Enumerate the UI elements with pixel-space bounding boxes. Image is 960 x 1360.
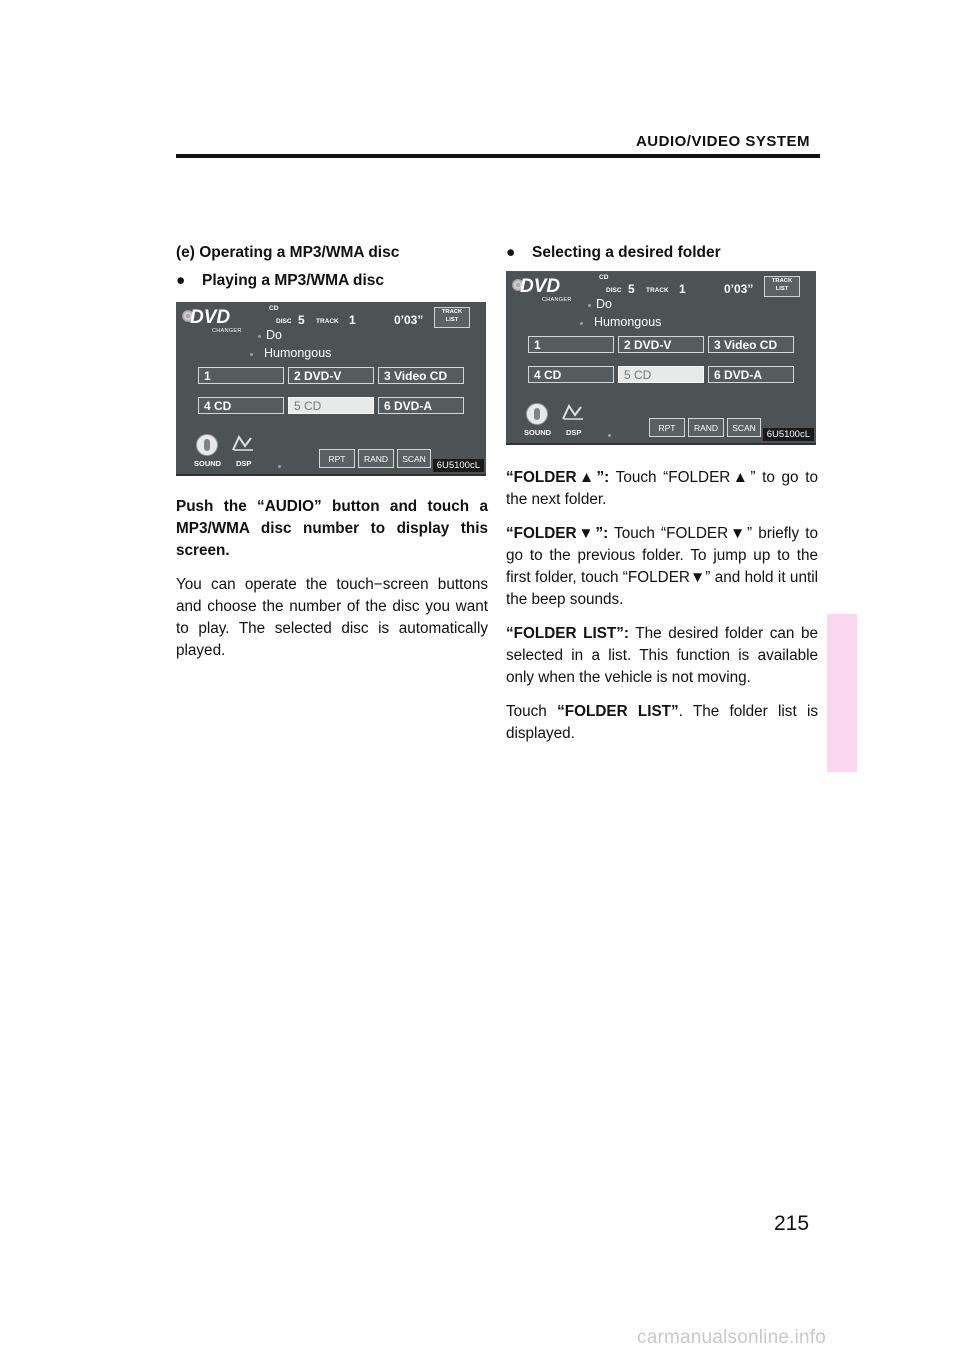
track-number: 1	[349, 313, 356, 327]
artist-line-1: Do	[596, 297, 612, 311]
disc-button-2[interactable]: 2 DVD-V	[618, 336, 704, 353]
dvd-logo: DVD	[190, 307, 231, 328]
track-number: 1	[679, 282, 686, 296]
artist-line-1: Do	[266, 328, 282, 342]
disc-button-3[interactable]: 3 Video CD	[708, 336, 794, 353]
artist-line-2: Humongous	[594, 315, 662, 329]
rpt-button[interactable]: RPT	[649, 418, 685, 437]
track-list-button[interactable]: TRACK LIST	[764, 276, 800, 297]
disc-button-6[interactable]: 6 DVD-A	[378, 397, 464, 414]
sound-label: SOUND	[194, 459, 222, 468]
dvd-logo: DVD	[520, 276, 561, 297]
dot	[580, 322, 583, 325]
dsp-label: DSP	[236, 459, 252, 468]
section-title: (e) Operating a MP3/WMA disc	[176, 244, 400, 261]
screen-illustration	[506, 271, 816, 445]
page-number: 215	[774, 1212, 810, 1235]
bullet-heading	[506, 244, 818, 262]
cd-tag: CD	[269, 305, 279, 312]
section-thumb-tab	[827, 614, 857, 772]
folder-list-term: “FOLDER LIST”:	[506, 625, 629, 642]
disc-button-3[interactable]: 3 Video CD	[378, 367, 464, 384]
folder-up-text: Touch “FOLDER▲” to go to the next folder.	[506, 469, 818, 508]
body-text: You can operate the touch−screen buttons and choose the number of the disc you want to play. The selected disc is automatically played.	[176, 576, 488, 659]
folder-up-description	[506, 467, 818, 511]
dsp-icon[interactable]	[231, 434, 255, 452]
rand-button[interactable]: RAND	[358, 449, 394, 468]
dsp-icon[interactable]	[561, 403, 585, 421]
rand-button[interactable]: RAND	[688, 418, 724, 437]
disc-number: 5	[628, 282, 635, 296]
bullet-heading	[176, 272, 488, 290]
disc-button-4[interactable]: 4 CD	[528, 366, 614, 383]
folder-up-term: “FOLDER▲”:	[506, 469, 610, 486]
disc-label: DISC	[276, 318, 292, 325]
touch-term: “FOLDER LIST”	[557, 703, 679, 720]
folder-down-description	[506, 523, 818, 611]
disc-button-4[interactable]: 4 CD	[198, 397, 284, 414]
cd-tag: CD	[599, 274, 609, 281]
dsp-label: DSP	[566, 428, 582, 437]
header-rule	[176, 154, 820, 158]
disc-button-6[interactable]: 6 DVD-A	[708, 366, 794, 383]
dot	[278, 465, 281, 468]
changer-label: CHANGER	[542, 297, 572, 303]
artist-line-2: Humongous	[264, 346, 332, 360]
elapsed-time: 0’03”	[724, 282, 754, 296]
sound-label: SOUND	[524, 428, 552, 437]
sound-icon[interactable]	[196, 434, 218, 456]
touch-suffix: . The folder list is displayed.	[506, 703, 818, 742]
instruction-text: Push the “AUDIO” button and touch a MP3/WMA disc number to display this screen.	[176, 498, 488, 559]
dot	[588, 304, 591, 307]
bullet-heading-text: Playing a MP3/WMA disc	[202, 272, 385, 289]
folder-down-text: Touch “FOLDER▼” briefly to go to the previous folder. To jump up to the first folder, touch “FOLDER▼” and hold it until the beep sounds.	[506, 525, 818, 608]
disc-number: 5	[298, 313, 305, 327]
running-header: AUDIO/VIDEO SYSTEM	[635, 133, 810, 150]
track-label: TRACK	[316, 318, 339, 325]
figure-code: 6U5100cL	[433, 459, 484, 472]
dot	[250, 353, 253, 356]
bullet-heading-text: Selecting a desired folder	[532, 244, 721, 261]
disc-button-5[interactable]: 5 CD	[618, 366, 704, 383]
dot	[258, 335, 261, 338]
track-label: TRACK	[646, 287, 669, 294]
disc-label: DISC	[606, 287, 622, 294]
touch-folder-list-description	[506, 701, 818, 745]
scan-button[interactable]: SCAN	[727, 418, 761, 437]
bullet-icon: ●	[506, 244, 516, 261]
figure-code: 6U5100cL	[763, 428, 814, 441]
watermark: carmanualsonline.info	[637, 1327, 827, 1348]
left-column	[176, 244, 488, 674]
bullet-icon: ●	[176, 272, 186, 289]
sound-icon[interactable]	[526, 403, 548, 425]
disc-button-1[interactable]: 1	[528, 336, 614, 353]
touch-prefix: Touch	[506, 703, 558, 720]
folder-list-description	[506, 623, 818, 689]
elapsed-time: 0’03”	[394, 313, 424, 327]
track-list-button[interactable]: TRACK LIST	[434, 307, 470, 328]
changer-label: CHANGER	[212, 328, 242, 334]
dot	[608, 434, 611, 437]
disc-button-1[interactable]: 1	[198, 367, 284, 384]
scan-button[interactable]: SCAN	[397, 449, 431, 468]
right-column	[506, 244, 818, 757]
folder-list-text: The desired folder can be selected in a list. This function is available only when the vehicle is not moving.	[506, 625, 818, 686]
disc-button-2[interactable]: 2 DVD-V	[288, 367, 374, 384]
rpt-button[interactable]: RPT	[319, 449, 355, 468]
disc-button-5[interactable]: 5 CD	[288, 397, 374, 414]
folder-down-term: “FOLDER▼”:	[506, 525, 609, 542]
screen-illustration	[176, 302, 486, 476]
